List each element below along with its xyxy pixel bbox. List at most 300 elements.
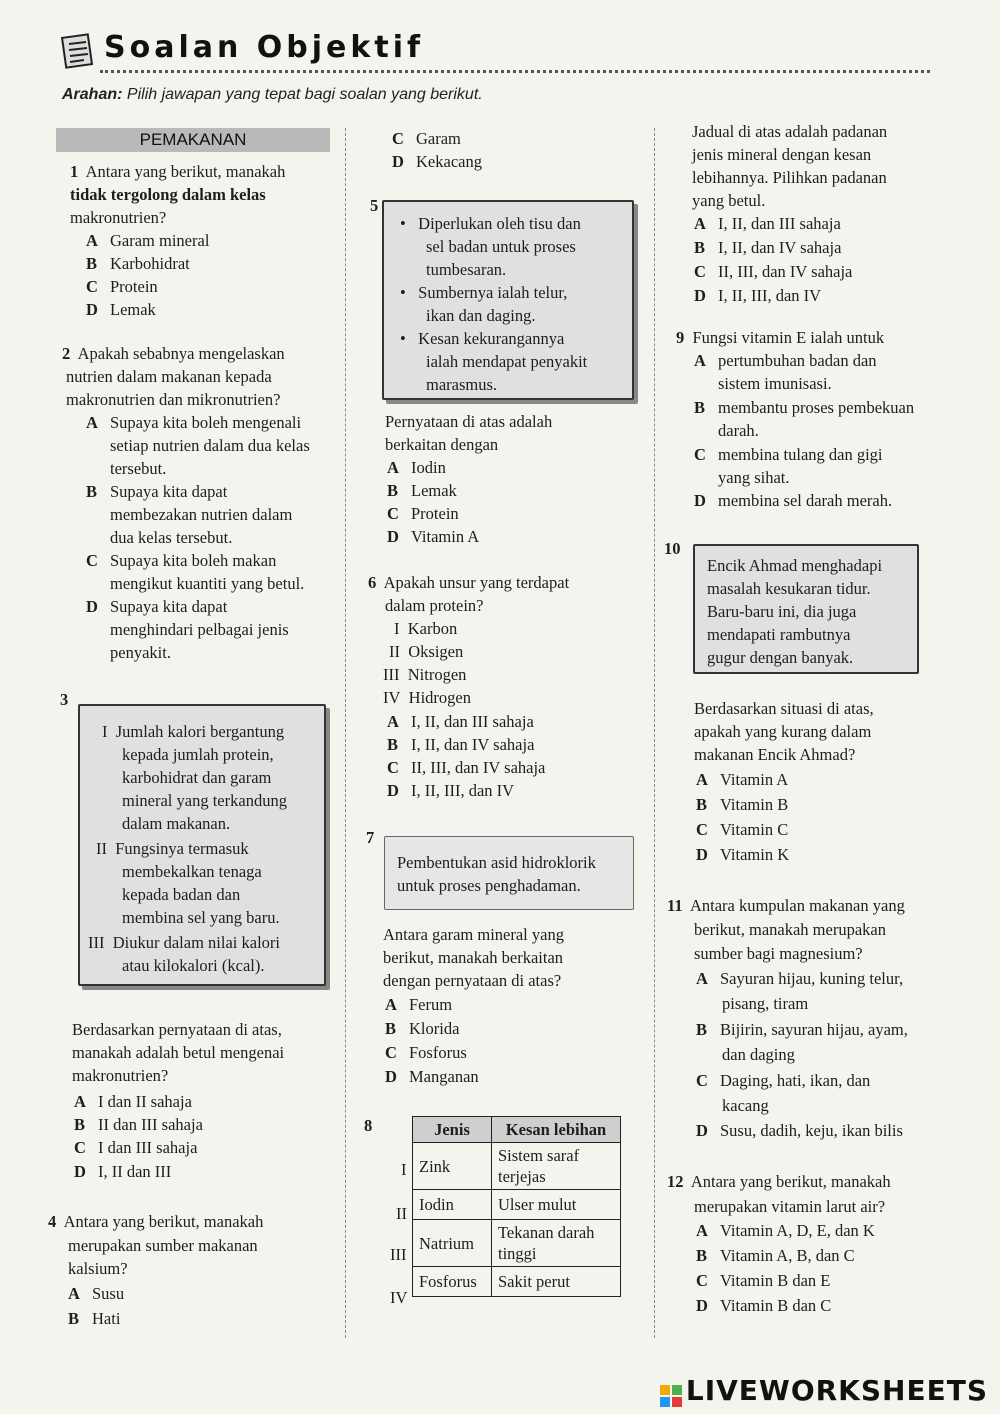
question-text: makronutrien?: [72, 1066, 169, 1085]
option[interactable]: [387, 756, 545, 779]
option-letter: A: [387, 712, 399, 731]
column-divider: [654, 128, 655, 1338]
option[interactable]: [696, 1119, 903, 1142]
option-letter: D: [696, 1296, 708, 1315]
question-1: [70, 160, 340, 183]
option-text: Daging, hati, ikan, dan: [720, 1071, 871, 1090]
bullet-text: tumbesaran.: [426, 260, 507, 279]
option-text: I dan II sahaja: [98, 1092, 192, 1111]
question-text: berkaitan dengan: [385, 435, 499, 454]
situation-box: [693, 544, 919, 674]
option[interactable]: [74, 1090, 192, 1113]
bullet-text: Sumbernya ialah telur,: [418, 283, 568, 302]
question-text: dalam protein?: [385, 596, 484, 615]
option-text: Protein: [411, 504, 459, 523]
question-5: [370, 194, 378, 217]
option[interactable]: [696, 1244, 855, 1267]
question-number: 5: [370, 196, 379, 215]
page-title: Soalan Objektif: [104, 30, 425, 65]
question-6: [368, 571, 569, 594]
bullet-text: ikan dan daging.: [426, 306, 536, 325]
option-text: Vitamin B dan E: [720, 1271, 831, 1290]
option-letter: A: [696, 770, 708, 789]
option-letter: D: [86, 300, 98, 319]
option[interactable]: [86, 252, 190, 275]
question-text: nutrien dalam makanan kepada: [66, 367, 272, 386]
option-text: Vitamin B: [720, 795, 789, 814]
option-letter: A: [694, 351, 706, 370]
question-text: sumber bagi magnesium?: [694, 944, 863, 963]
option[interactable]: [387, 733, 534, 756]
option-text: Bijirin, sayuran hijau, ayam,: [720, 1020, 908, 1039]
option[interactable]: [86, 480, 227, 503]
option[interactable]: [696, 1069, 870, 1092]
option-letter: B: [694, 398, 706, 417]
bullet-text: sel badan untuk proses: [426, 237, 576, 256]
question-text: makronutrien?: [70, 208, 167, 227]
option-letter: C: [694, 262, 706, 281]
option-text: Fosforus: [409, 1043, 467, 1062]
question-number: 3: [60, 690, 69, 709]
option-text: I, II, III, dan IV: [718, 286, 822, 305]
option-text: membezakan nutrien dalam: [110, 505, 293, 524]
option[interactable]: [696, 1018, 908, 1041]
option-letter: D: [694, 286, 706, 305]
option-letter: A: [694, 214, 706, 233]
bullet-item: • Diperlukan oleh tisu dan: [400, 214, 581, 233]
question-number: 1: [70, 162, 79, 181]
cell-text: Sistem saraf: [498, 1146, 580, 1165]
option-letter: B: [696, 1020, 708, 1039]
statement-text: karbohidrat dan garam: [122, 768, 272, 787]
option[interactable]: [696, 818, 788, 841]
column-divider: [345, 128, 346, 1338]
option-letter: D: [696, 845, 708, 864]
question-11: [667, 894, 905, 917]
option-letter: A: [696, 1221, 708, 1240]
statement-text: membina sel yang baru.: [122, 908, 280, 927]
instruction-label: Arahan:: [62, 86, 123, 103]
roman-numeral: I: [394, 619, 400, 638]
statement-text: atau kilokalori (kcal).: [122, 956, 265, 975]
option-letter: A: [68, 1284, 80, 1303]
liveworksheets-logo-icon: [660, 1381, 682, 1403]
option-text: Hati: [92, 1309, 121, 1328]
question-text: yang betul.: [692, 191, 766, 210]
option-text: I, II, III, dan IV: [411, 781, 515, 800]
option[interactable]: [392, 127, 461, 150]
question-text: berikut, manakah berkaitan: [383, 948, 564, 967]
question-number: 6: [368, 573, 377, 592]
option[interactable]: [694, 396, 914, 419]
option-text: Lemak: [411, 481, 457, 500]
question-text: lebihannya. Pilihkan padanan: [692, 168, 887, 187]
table-cell: Fosforus: [413, 1267, 492, 1297]
option-letter: C: [696, 1071, 708, 1090]
option-text: yang sihat.: [718, 468, 790, 487]
question-number: 7: [366, 828, 375, 847]
table-cell: Zink: [413, 1143, 492, 1190]
statement: [96, 837, 249, 860]
question-text: makanan Encik Ahmad?: [694, 745, 856, 764]
column-header: Jenis: [413, 1117, 492, 1143]
option-letter: C: [696, 820, 708, 839]
box-text: Baru-baru ini, dia juga: [707, 602, 857, 621]
option-text: Supaya kita dapat: [110, 597, 228, 616]
option[interactable]: [74, 1160, 171, 1183]
question-text: manakah adalah betul mengenai: [72, 1043, 285, 1062]
cell-text: tinggi: [498, 1244, 537, 1263]
roman-item: [383, 686, 471, 709]
option-letter: A: [86, 413, 98, 432]
option[interactable]: [694, 443, 883, 466]
option[interactable]: [86, 298, 156, 321]
question-number: 11: [667, 896, 683, 915]
option[interactable]: [385, 1017, 459, 1040]
option-text: Susu, dadih, keju, ikan bilis: [720, 1121, 903, 1140]
column-header: Kesan lebihan: [492, 1117, 621, 1143]
option-text: penyakit.: [110, 643, 171, 662]
table-cell: [492, 1143, 621, 1190]
option-letter: D: [385, 1067, 397, 1086]
option-letter: A: [387, 458, 399, 477]
question-number: 8: [364, 1116, 373, 1135]
question-text: Apakah unsur yang terdapat: [383, 573, 570, 592]
question-text: Apakah sebabnya mengelaskan: [77, 344, 285, 363]
question-12: [667, 1170, 891, 1193]
question-text: Fungsi vitamin E ialah untuk: [692, 328, 885, 347]
option-letter: B: [696, 795, 708, 814]
option[interactable]: [385, 1041, 467, 1064]
option-letter: C: [392, 129, 404, 148]
option-letter: C: [86, 277, 98, 296]
question-number: 4: [48, 1212, 57, 1231]
option-letter: D: [387, 527, 399, 546]
option-letter: C: [696, 1271, 708, 1290]
statement-text: Jumlah kalori bergantung: [115, 722, 285, 741]
option-letter: C: [86, 551, 98, 570]
option[interactable]: [694, 212, 841, 235]
option[interactable]: [387, 779, 514, 802]
question-text: dengan pernyataan di atas?: [383, 971, 562, 990]
bullet-item: • Sumbernya ialah telur,: [400, 283, 568, 302]
statement-text: dalam makanan.: [122, 814, 231, 833]
option[interactable]: [694, 284, 821, 307]
cell-text: terjejas: [498, 1167, 546, 1186]
option-text: pertumbuhan badan dan: [718, 351, 877, 370]
roman-numeral: I: [102, 722, 108, 741]
option[interactable]: [86, 595, 227, 618]
option-text: Garam: [416, 129, 461, 148]
option-text: dua kelas tersebut.: [110, 528, 233, 547]
question-text: Antara yang berikut, manakah: [63, 1212, 264, 1231]
bullet-text: Diperlukan oleh tisu dan: [418, 214, 581, 233]
cell-text: Tekanan darah: [498, 1223, 595, 1242]
question-text: Antara garam mineral yang: [383, 925, 564, 944]
option[interactable]: [86, 411, 301, 434]
statement-box: [384, 836, 634, 910]
option-letter: B: [387, 735, 399, 754]
option-letter: B: [68, 1309, 80, 1328]
statement-text: kepada badan dan: [122, 885, 241, 904]
option-text: Lemak: [110, 300, 156, 319]
question-text: makronutrien dan mikronutrien?: [66, 390, 281, 409]
option-letter: B: [86, 482, 98, 501]
box-text: Encik Ahmad menghadapi: [707, 556, 883, 575]
option[interactable]: [387, 479, 457, 502]
option-text: Iodin: [411, 458, 446, 477]
question-number: 9: [676, 328, 685, 347]
bullet-text: Kesan kekurangannya: [418, 329, 565, 348]
brand-text: LIVEWORKSHEETS: [685, 1374, 988, 1407]
option-text: membina tulang dan gigi: [718, 445, 883, 464]
option-text: tersebut.: [110, 459, 167, 478]
option-text: I dan III sahaja: [98, 1138, 198, 1157]
section-heading: PEMAKANAN: [56, 128, 330, 152]
option-text: I, II, dan IV sahaja: [718, 238, 842, 257]
option-text: Supaya kita boleh mengenali: [110, 413, 302, 432]
option-text: Vitamin A, B, dan C: [720, 1246, 855, 1265]
question-text: kalsium?: [68, 1259, 128, 1278]
question-number: 10: [664, 539, 681, 558]
option-letter: B: [385, 1019, 397, 1038]
option[interactable]: [392, 150, 482, 173]
option-text: Susu: [92, 1284, 125, 1303]
table-cell: [492, 1220, 621, 1267]
option-text: Garam mineral: [110, 231, 210, 250]
option[interactable]: [387, 456, 446, 479]
option-letter: D: [696, 1121, 708, 1140]
instruction-text: Pilih jawapan yang tepat bagi soalan yang berikut.: [126, 86, 483, 103]
option-text: membantu proses pembekuan: [718, 398, 915, 417]
question-9: [676, 326, 884, 349]
bullet-item: • Kesan kekurangannya: [400, 329, 565, 348]
option-letter: C: [387, 504, 399, 523]
option-letter: B: [74, 1115, 86, 1134]
option-letter: D: [392, 152, 404, 171]
item-text: Oksigen: [408, 642, 464, 661]
option-text: darah.: [718, 421, 759, 440]
item-text: Nitrogen: [407, 665, 467, 684]
option[interactable]: [694, 489, 892, 512]
option-letter: A: [385, 995, 397, 1014]
question-text: Berdasarkan pernyataan di atas,: [72, 1020, 282, 1039]
question-text: jenis mineral dengan kesan: [692, 145, 872, 164]
option-letter: C: [74, 1138, 86, 1157]
option-letter: C: [385, 1043, 397, 1062]
table-cell: Iodin: [413, 1190, 492, 1220]
roman-numeral: III: [88, 933, 105, 952]
statement: [102, 720, 284, 743]
row-label: I: [401, 1160, 407, 1179]
option-text: setiap nutrien dalam dua kelas: [110, 436, 310, 455]
question-text: Antara yang berikut, manakah: [690, 1172, 891, 1191]
question-number: 12: [667, 1172, 684, 1191]
bullet-text: marasmus.: [426, 375, 498, 394]
table-row: [413, 1267, 621, 1297]
statement-box: [382, 200, 634, 400]
question-text-emphasis: tidak tergolong dalam kelas: [70, 185, 266, 204]
option-text: Ferum: [409, 995, 453, 1014]
bullet-text: ialah mendapat penyakit: [426, 352, 588, 371]
option[interactable]: [86, 549, 276, 572]
option-text: Supaya kita dapat: [110, 482, 228, 501]
row-label: IV: [390, 1288, 408, 1307]
box-text: untuk proses penghadaman.: [397, 876, 581, 895]
question-8: [364, 1114, 372, 1137]
box-text: gugur dengan banyak.: [707, 648, 854, 667]
option-text: Vitamin A, D, E, dan K: [720, 1221, 875, 1240]
question-4: [48, 1210, 263, 1233]
question-number: 2: [62, 344, 71, 363]
row-label: III: [390, 1245, 407, 1264]
roman-numeral: II: [389, 642, 400, 661]
question-10: [664, 537, 681, 560]
option-letter: B: [696, 1246, 708, 1265]
statement-text: kepada jumlah protein,: [122, 745, 274, 764]
option-text: Supaya kita boleh makan: [110, 551, 277, 570]
roman-item: [389, 640, 463, 663]
option-letter: D: [387, 781, 399, 800]
option[interactable]: [385, 1065, 479, 1088]
option-text: Vitamin C: [720, 820, 789, 839]
option-text: membina sel darah merah.: [718, 491, 893, 510]
option-text: Vitamin A: [411, 527, 480, 546]
option-text: kacang: [722, 1096, 769, 1115]
option[interactable]: [696, 1269, 830, 1292]
option[interactable]: [696, 1294, 831, 1317]
option-letter: D: [86, 597, 98, 616]
table-cell: Natrium: [413, 1220, 492, 1267]
question-text: Antara kumpulan makanan yang: [689, 896, 905, 915]
statement-text: mineral yang terkandung: [122, 791, 287, 810]
question-text: Pernyataan di atas adalah: [385, 412, 553, 431]
roman-item: [394, 617, 457, 640]
option[interactable]: [387, 502, 459, 525]
statement-box: [78, 704, 326, 986]
table-cell: Ulser mulut: [492, 1190, 621, 1220]
option[interactable]: [694, 260, 852, 283]
option[interactable]: [694, 349, 877, 372]
option-text: menghindari pelbagai jenis: [110, 620, 289, 639]
option-letter: C: [387, 758, 399, 777]
option-letter: B: [86, 254, 98, 273]
statement: [88, 931, 280, 954]
option-text: dan daging: [722, 1045, 795, 1064]
notepad-icon: [60, 30, 96, 75]
option-text: I, II, dan IV sahaja: [411, 735, 535, 754]
option[interactable]: [86, 275, 158, 298]
question-text: berikut, manakah merupakan: [694, 920, 886, 939]
option-text: sistem imunisasi.: [718, 374, 832, 393]
instruction: [62, 86, 483, 104]
question-text: Berdasarkan situasi di atas,: [694, 699, 874, 718]
item-text: Karbon: [407, 619, 458, 638]
brand-footer[interactable]: [660, 1374, 988, 1407]
option[interactable]: [86, 229, 209, 252]
box-text: masalah kesukaran tidur.: [707, 579, 871, 598]
option-text: Karbohidrat: [110, 254, 190, 273]
option-text: Klorida: [409, 1019, 460, 1038]
option-text: mengikut kuantiti yang betul.: [110, 574, 305, 593]
option-text: I, II dan III: [98, 1162, 172, 1181]
option-letter: C: [694, 445, 706, 464]
option[interactable]: [387, 525, 479, 548]
option-text: II dan III sahaja: [98, 1115, 203, 1134]
question-text: [70, 183, 266, 206]
table-header-row: [413, 1117, 621, 1143]
option[interactable]: [385, 993, 452, 1016]
roman-numeral: III: [383, 665, 400, 684]
option-text: Sayuran hijau, kuning telur,: [720, 969, 904, 988]
option-text: II, III, dan IV sahaja: [718, 262, 853, 281]
statement-text: Diukur dalam nilai kalori: [112, 933, 280, 952]
option-letter: B: [694, 238, 706, 257]
option-letter: D: [694, 491, 706, 510]
table-row: [413, 1220, 621, 1267]
row-label: II: [396, 1204, 407, 1223]
option[interactable]: [74, 1136, 197, 1159]
option-text: Vitamin K: [720, 845, 790, 864]
option-text: II, III, dan IV sahaja: [411, 758, 546, 777]
option[interactable]: [696, 1219, 875, 1242]
option-text: I, II, dan III sahaja: [718, 214, 841, 233]
question-text: merupakan vitamin larut air?: [694, 1197, 886, 1216]
option-letter: B: [387, 481, 399, 500]
option[interactable]: [696, 793, 788, 816]
option-text: Kekacang: [416, 152, 482, 171]
box-text: Pembentukan asid hidroklorik: [397, 853, 596, 872]
option[interactable]: [68, 1282, 124, 1305]
table-row: [413, 1190, 621, 1220]
question-text: Antara yang berikut, manakah: [85, 162, 286, 181]
roman-numeral: II: [96, 839, 107, 858]
option-letter: A: [696, 969, 708, 988]
option[interactable]: [696, 967, 903, 990]
table-row: [413, 1143, 621, 1190]
roman-numeral: IV: [383, 688, 401, 707]
item-text: Hidrogen: [408, 688, 471, 707]
statement-text: membekalkan tenaga: [122, 862, 262, 881]
option-letter: A: [74, 1092, 86, 1111]
option[interactable]: [696, 843, 789, 866]
option-text: pisang, tiram: [722, 994, 809, 1013]
option-text: Vitamin A: [720, 770, 789, 789]
question-2: [62, 342, 285, 365]
option[interactable]: [696, 768, 788, 791]
option-text: Vitamin B dan C: [720, 1296, 832, 1315]
option-letter: D: [74, 1162, 86, 1181]
option-text: Protein: [110, 277, 158, 296]
option-letter: A: [86, 231, 98, 250]
question-3: [60, 688, 68, 711]
question-text: Jadual di atas adalah padanan: [692, 122, 888, 141]
mineral-table: [412, 1116, 621, 1297]
question-7: [366, 826, 374, 849]
table-cell: Sakit perut: [492, 1267, 621, 1297]
option[interactable]: [68, 1307, 120, 1330]
box-text: mendapati rambutnya: [707, 625, 851, 644]
header-divider: [100, 70, 930, 73]
question-text: merupakan sumber makanan: [68, 1236, 258, 1255]
roman-item: [383, 663, 466, 686]
option[interactable]: [387, 710, 534, 733]
option[interactable]: [694, 236, 841, 259]
question-text: apakah yang kurang dalam: [694, 722, 872, 741]
statement-text: Fungsinya termasuk: [115, 839, 249, 858]
option-text: I, II, dan III sahaja: [411, 712, 534, 731]
option[interactable]: [74, 1113, 203, 1136]
